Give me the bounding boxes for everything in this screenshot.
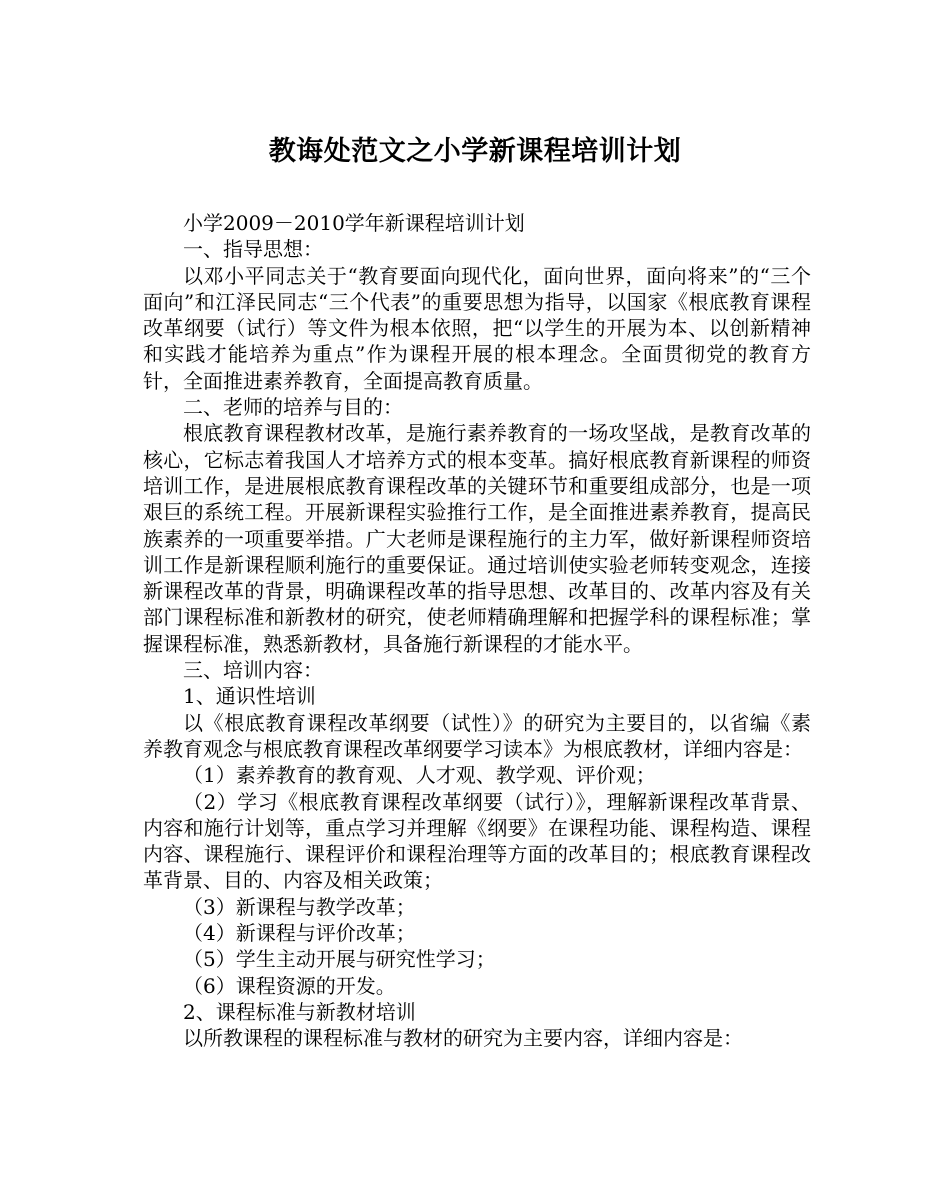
paragraph-curriculum-standards: 以所教课程的课程标准与教材的研究为主要内容，详细内容是： — [183, 1026, 743, 1051]
section-heading-guiding-thought: 一、指导思想： — [183, 237, 323, 262]
list-item-6: （6）课程资源的开发。 — [183, 973, 396, 998]
list-item-1: （1）素养教育的教育观、人才观、教学观、评价观； — [183, 763, 656, 788]
document-title: 教诲处范文之小学新课程培训计划 — [268, 136, 682, 167]
section-heading-teacher-training: 二、老师的培养与目的： — [183, 395, 403, 420]
subheading-general-training: 1、通识性培训 — [183, 684, 316, 709]
paragraph-teacher-training: 根底教育课程教材改革，是施行素养教育的一场攻坚战，是教育改革的核心，它标志着我国人才培养方式的根本变革。搞好根底教育新课程的师资培训工作，是进展根底教育课程改革的关键环节和重要组成部分，也是一项艰巨的系统工程。开展新课程实验推行工作，是全面推进素养教育，提高民族素养的一项重要举措。广大老师是课程施行的主力军，做好新课程师资培训工作是新课程顺利施行的重要保证。通过培训使实验老师转变观念，连接新课程改革的背景，明确课程改革的指导思想、改革目的、改革内容及有关部门课程标准和新教材的研究，使老师精确理解和把握学科的课程标准；掌握课程标准，熟悉新教材，具备施行新课程的才能水平。 — [143, 421, 811, 656]
list-item-5: （5）学生主动开展与研究性学习； — [183, 947, 496, 972]
list-item-4: （4）新课程与评价改革； — [183, 921, 416, 946]
paragraph-general-training: 以《根底教育课程改革纲要（试性）》的研究为主要目的，以省编《素养教育观念与根底教育课程改革纲要学习读本》为根底教材，详细内容是： — [143, 710, 811, 761]
paragraph-guiding-thought: 以邓小平同志关于“教育要面向现代化，面向世界，面向将来”的“三个面向”和江泽民同志“三个代表”的重要思想为指导，以国家《根底教育课程改革纲要（试行）等文件为根本依照，把“以学生的开展为本、以创新精神和实践才能培养为重点”作为课程开展的根本理念。全面贯彻党的教育方针，全面推进素养教育，全面提高教育质量。 — [143, 263, 811, 393]
plan-heading: 小学2009－2010学年新课程培训计划 — [183, 211, 525, 235]
subheading-curriculum-standards: 2、课程标准与新教材培训 — [183, 999, 416, 1024]
section-heading-training-content: 三、培训内容： — [183, 658, 323, 683]
document-body — [143, 210, 811, 1052]
list-item-3: （3）新课程与教学改革； — [183, 894, 416, 919]
list-item-2: （2）学习《根底教育课程改革纲要（试行）》，理解新课程改革背景、内容和施行计划等，重点学习并理解《纲要》在课程功能、课程构造、课程内容、课程施行、课程评价和课程治理等方面的改革目的；根底教育课程改革背景、目的、内容及相关政策； — [143, 789, 811, 893]
